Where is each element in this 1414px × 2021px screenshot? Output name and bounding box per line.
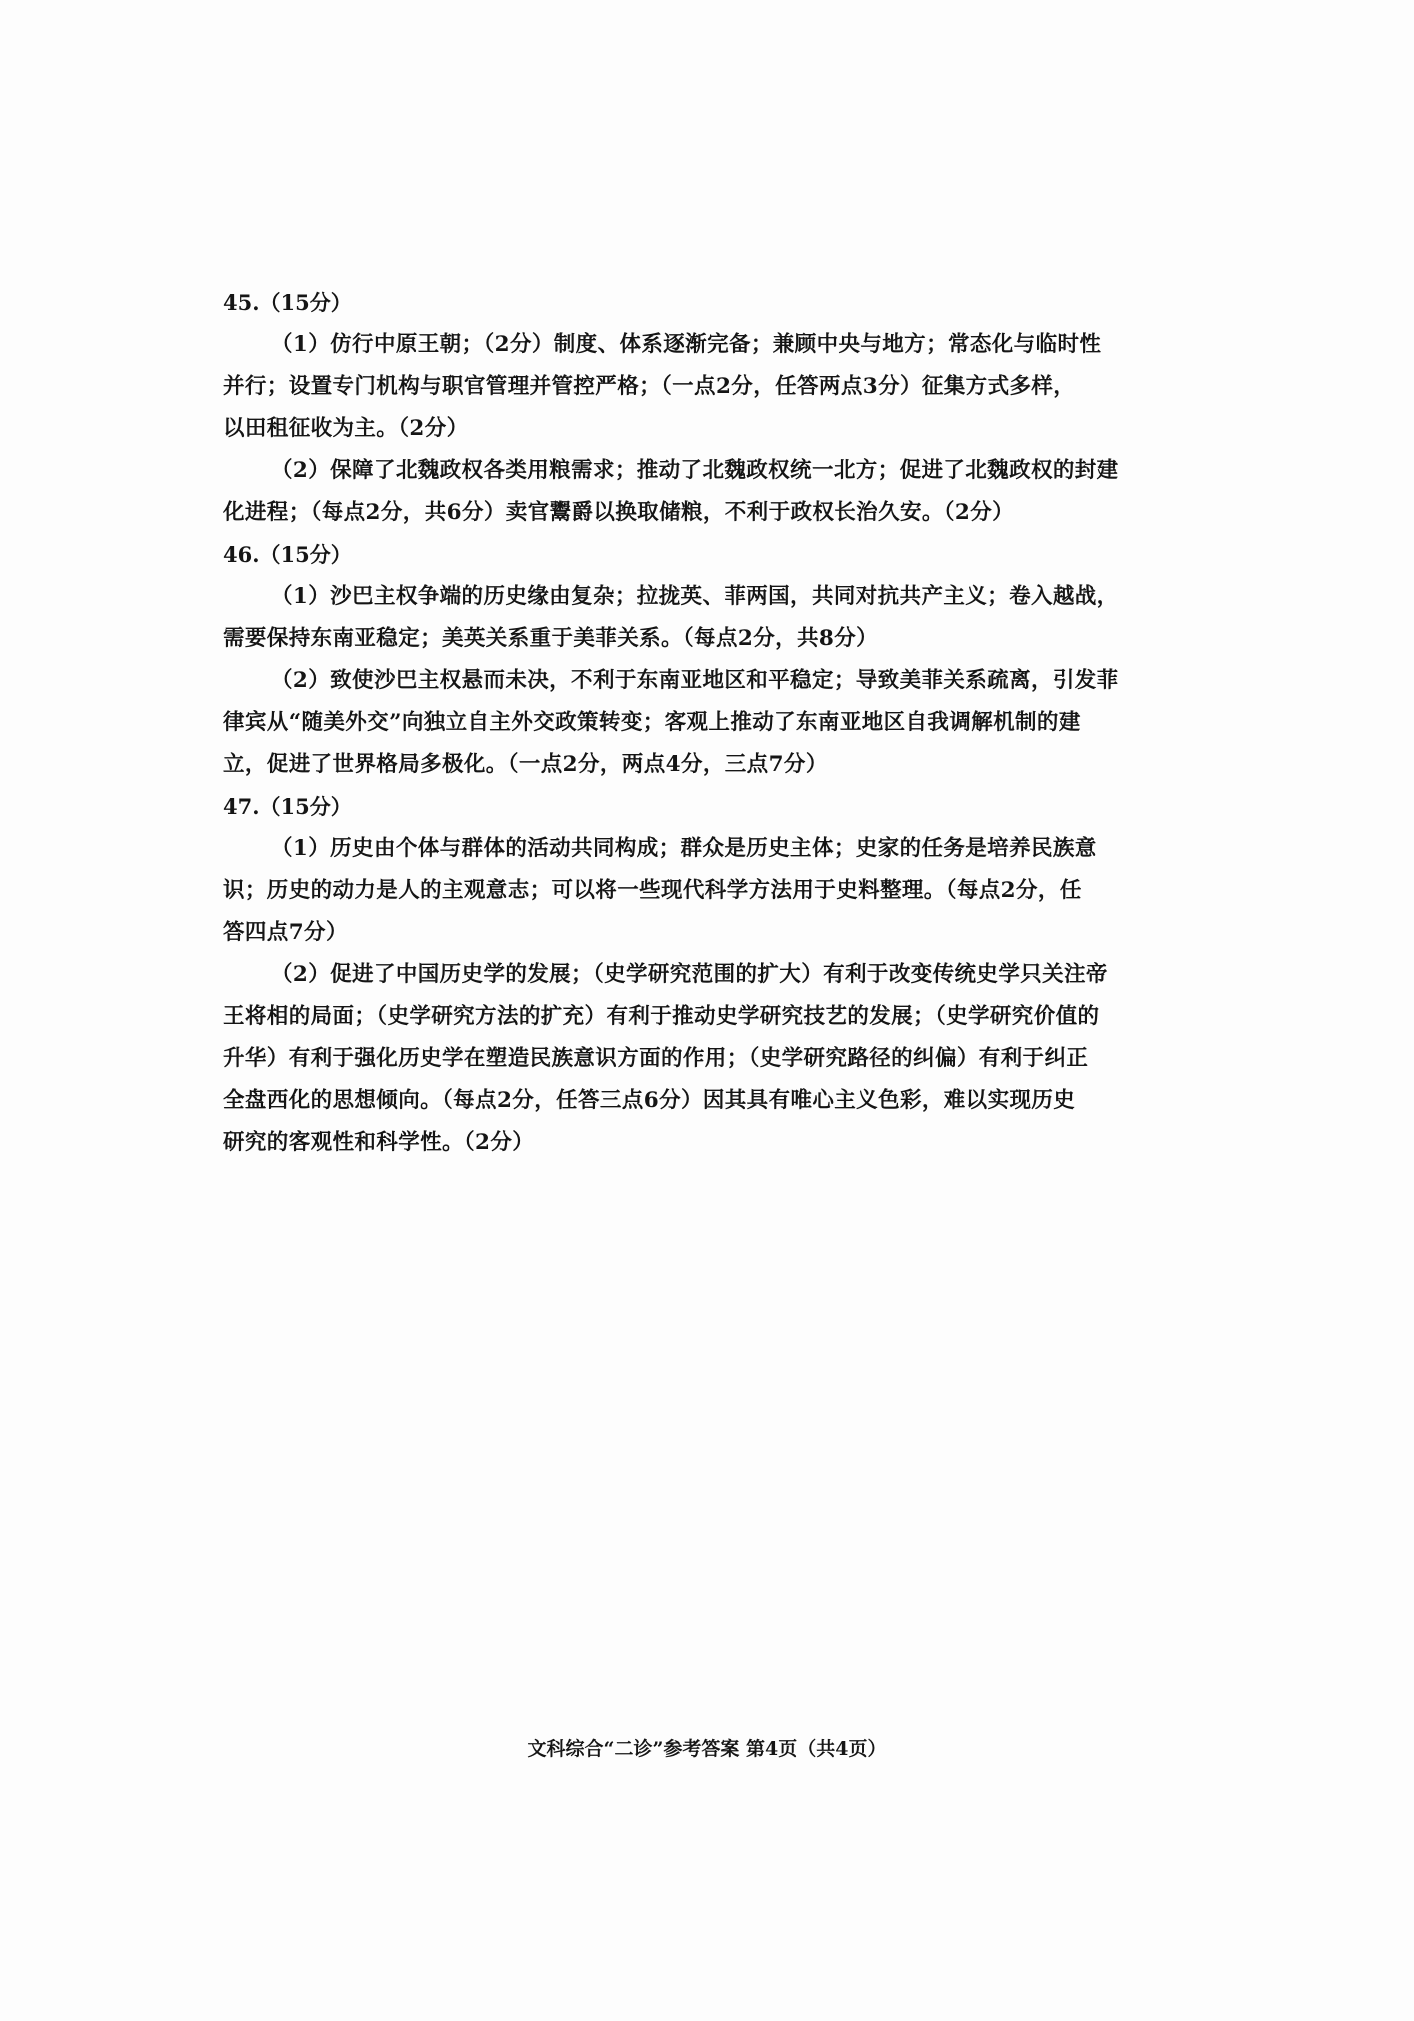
answer-line: 需要保持东南亚稳定；美英关系重于美菲关系。（每点2分，共8分） [223, 626, 879, 651]
answer-line: （1）历史由个体与群体的活动共同构成；群众是历史主体；史家的任务是培养民族意 [271, 836, 1097, 861]
answer-line: （1）仿行中原王朝；（2分）制度、体系逐渐完备；兼顾中央与地方；常态化与临时性 [271, 332, 1102, 357]
answer-line: 律宾从“随美外交”向独立自主外交政策转变；客观上推动了东南亚地区自我调解机制的建 [223, 710, 1081, 735]
question-block [223, 282, 1191, 534]
answer-line: （2）致使沙巴主权悬而未决，不利于东南亚地区和平稳定；导致美菲关系疏离，引发菲 [271, 668, 1119, 693]
question-heading: 47.（15分） [223, 794, 352, 819]
answer-line: 化进程；（每点2分，共6分）卖官鬻爵以换取储粮，不利于政权长治久安。（2分） [223, 500, 1015, 525]
answer-part [223, 828, 1191, 954]
answer-content [223, 282, 1191, 1164]
answer-line: 答四点7分） [223, 920, 348, 945]
question-block [223, 534, 1191, 786]
answer-line: （2）保障了北魏政权各类用粮需求；推动了北魏政权统一北方；促进了北魏政权的封建 [271, 458, 1119, 483]
answer-line: 研究的客观性和科学性。（2分） [223, 1130, 535, 1155]
answer-part [223, 954, 1191, 1164]
answer-line: 以田租征收为主。（2分） [223, 416, 469, 441]
answer-line: 全盘西化的思想倾向。（每点2分，任答三点6分）因其具有唯心主义色彩，难以实现历史 [223, 1088, 1076, 1113]
answer-line: 王将相的局面；（史学研究方法的扩充）有利于推动史学研究技艺的发展；（史学研究价值的 [223, 1004, 1100, 1029]
answer-part [223, 450, 1191, 534]
page-footer: 文科综合“二诊”参考答案 第4页（共4页） [527, 1738, 887, 1760]
answer-line: 识；历史的动力是人的主观意志；可以将一些现代科学方法用于史料整理。（每点2分，任 [223, 878, 1082, 903]
answer-part [223, 660, 1191, 786]
question-heading: 45.（15分） [223, 290, 352, 315]
answer-part [223, 576, 1191, 660]
question-heading: 46.（15分） [223, 542, 352, 567]
answer-line: （1）沙巴主权争端的历史缘由复杂；拉拢英、菲两国，共同对抗共产主义；卷入越战， [271, 584, 1119, 609]
answer-line: （2）促进了中国历史学的发展；（史学研究范围的扩大）有利于改变传统史学只关注帝 [271, 962, 1108, 987]
answer-line: 升华）有利于强化历史学在塑造民族意识方面的作用；（史学研究路径的纠偏）有利于纠正 [223, 1046, 1089, 1071]
answer-part [223, 324, 1191, 450]
answer-line: 并行；设置专门机构与职官管理并管控严格；（一点2分，任答两点3分）征集方式多样， [223, 374, 1076, 399]
answer-line: 立，促进了世界格局多极化。（一点2分，两点4分，三点7分） [223, 752, 828, 777]
question-block [223, 786, 1191, 1164]
